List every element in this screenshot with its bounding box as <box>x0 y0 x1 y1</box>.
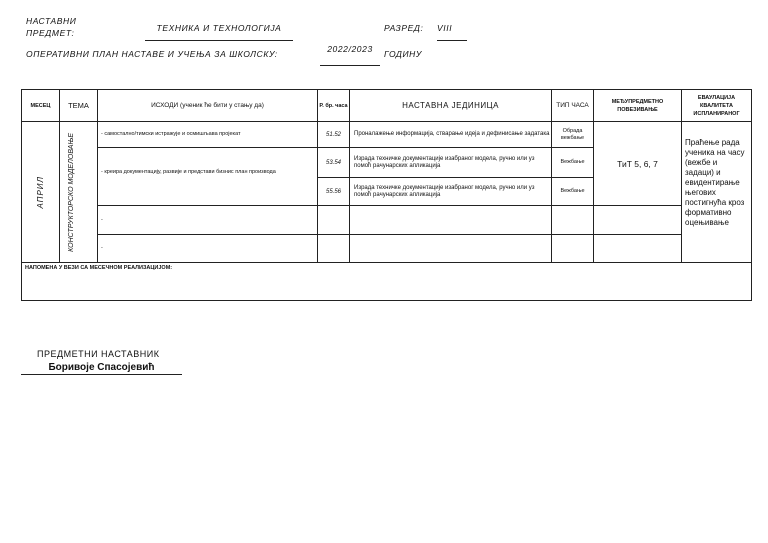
col-type: ТИП ЧАСА <box>552 90 594 122</box>
col-unit: НАСТАВНА ЈЕДИНИЦА <box>350 90 552 122</box>
outcome-2: - креира документацију, развије и представи бизнис план производа <box>98 148 318 206</box>
lesson-type: Вежбање <box>552 148 594 178</box>
evaluation-text: Праћење рада ученика на часу (вежбе и задаци) и евидентирање његових постигнућа кроз формативно оцењивање <box>682 122 752 263</box>
col-outcomes: ИСХОДИ (ученик ће бити у стању да) <box>98 90 318 122</box>
cross-curricular-links: ТиТ 5, 6, 7 <box>594 122 682 206</box>
lesson-type: Обрада вежбање <box>552 122 594 148</box>
col-theme: ТЕМА <box>60 90 98 122</box>
operational-plan-table <box>21 89 752 301</box>
col-links: МЕЂУПРЕДМЕТНО ПОВЕЗИВАЊЕ <box>594 90 682 122</box>
col-month: МЕСЕЦ <box>22 90 60 122</box>
teaching-unit: Израда техничке документације изабраног модела, ручно или уз помоћ рачунарских апликација <box>350 148 552 178</box>
lesson-number: 55.56 <box>318 178 350 206</box>
teacher-role: ПРЕДМЕТНИ НАСТАВНИК <box>37 349 160 359</box>
theme-cell <box>60 122 98 263</box>
col-lesson-no: Р. бр. часа <box>318 90 350 122</box>
teacher-name: Боривоје Спасојевић <box>21 362 182 375</box>
table-header-row <box>22 90 752 122</box>
table-row <box>22 206 752 235</box>
note-row <box>22 263 752 301</box>
outcome-1: - самостално/тимски истражује и осмишљава пројекат <box>98 122 318 148</box>
table-row <box>22 235 752 263</box>
theme-value: КОНСТРУКТОРСКО МОДЕЛОВАЊЕ <box>67 132 75 252</box>
month-value: АПРИЛ <box>36 175 45 209</box>
lesson-number: 51.52 <box>318 122 350 148</box>
outcome-3: - <box>98 206 318 235</box>
subject-label: НАСТАВНИ ПРЕДМЕТ: <box>26 16 77 38</box>
grade-value: VIII <box>437 22 467 41</box>
year-suffix: ГОДИНУ <box>384 49 422 59</box>
subject-value: ТЕХНИКА И ТЕХНОЛОГИЈА <box>145 22 293 41</box>
grade-label: РАЗРЕД: <box>384 23 424 33</box>
monthly-note-label: НАПОМЕНА У ВЕЗИ СА МЕСЕЧНОМ РЕАЛИЗАЦИЈОМ: <box>22 263 752 301</box>
teaching-unit: Израда техничке документације изабраног модела, ручно или уз помоћ рачунарских апликација <box>350 178 552 206</box>
plan-label: ОПЕРАТИВНИ ПЛАН НАСТАВЕ И УЧЕЊА ЗА ШКОЛСКУ: <box>26 49 278 59</box>
teaching-unit: Проналажење информација, стварање идеја и дефинисање задатака <box>350 122 552 148</box>
school-year: 2022/2023 <box>320 43 380 66</box>
lesson-type: Вежбање <box>552 178 594 206</box>
month-cell <box>22 122 60 263</box>
lesson-number: 53.54 <box>318 148 350 178</box>
outcome-4: - <box>98 235 318 263</box>
table-row <box>22 122 752 148</box>
col-evaluation: ЕВАУЛАЦИЈА КВАЛИТЕТА ИСПЛАНИРАНОГ <box>682 90 752 122</box>
